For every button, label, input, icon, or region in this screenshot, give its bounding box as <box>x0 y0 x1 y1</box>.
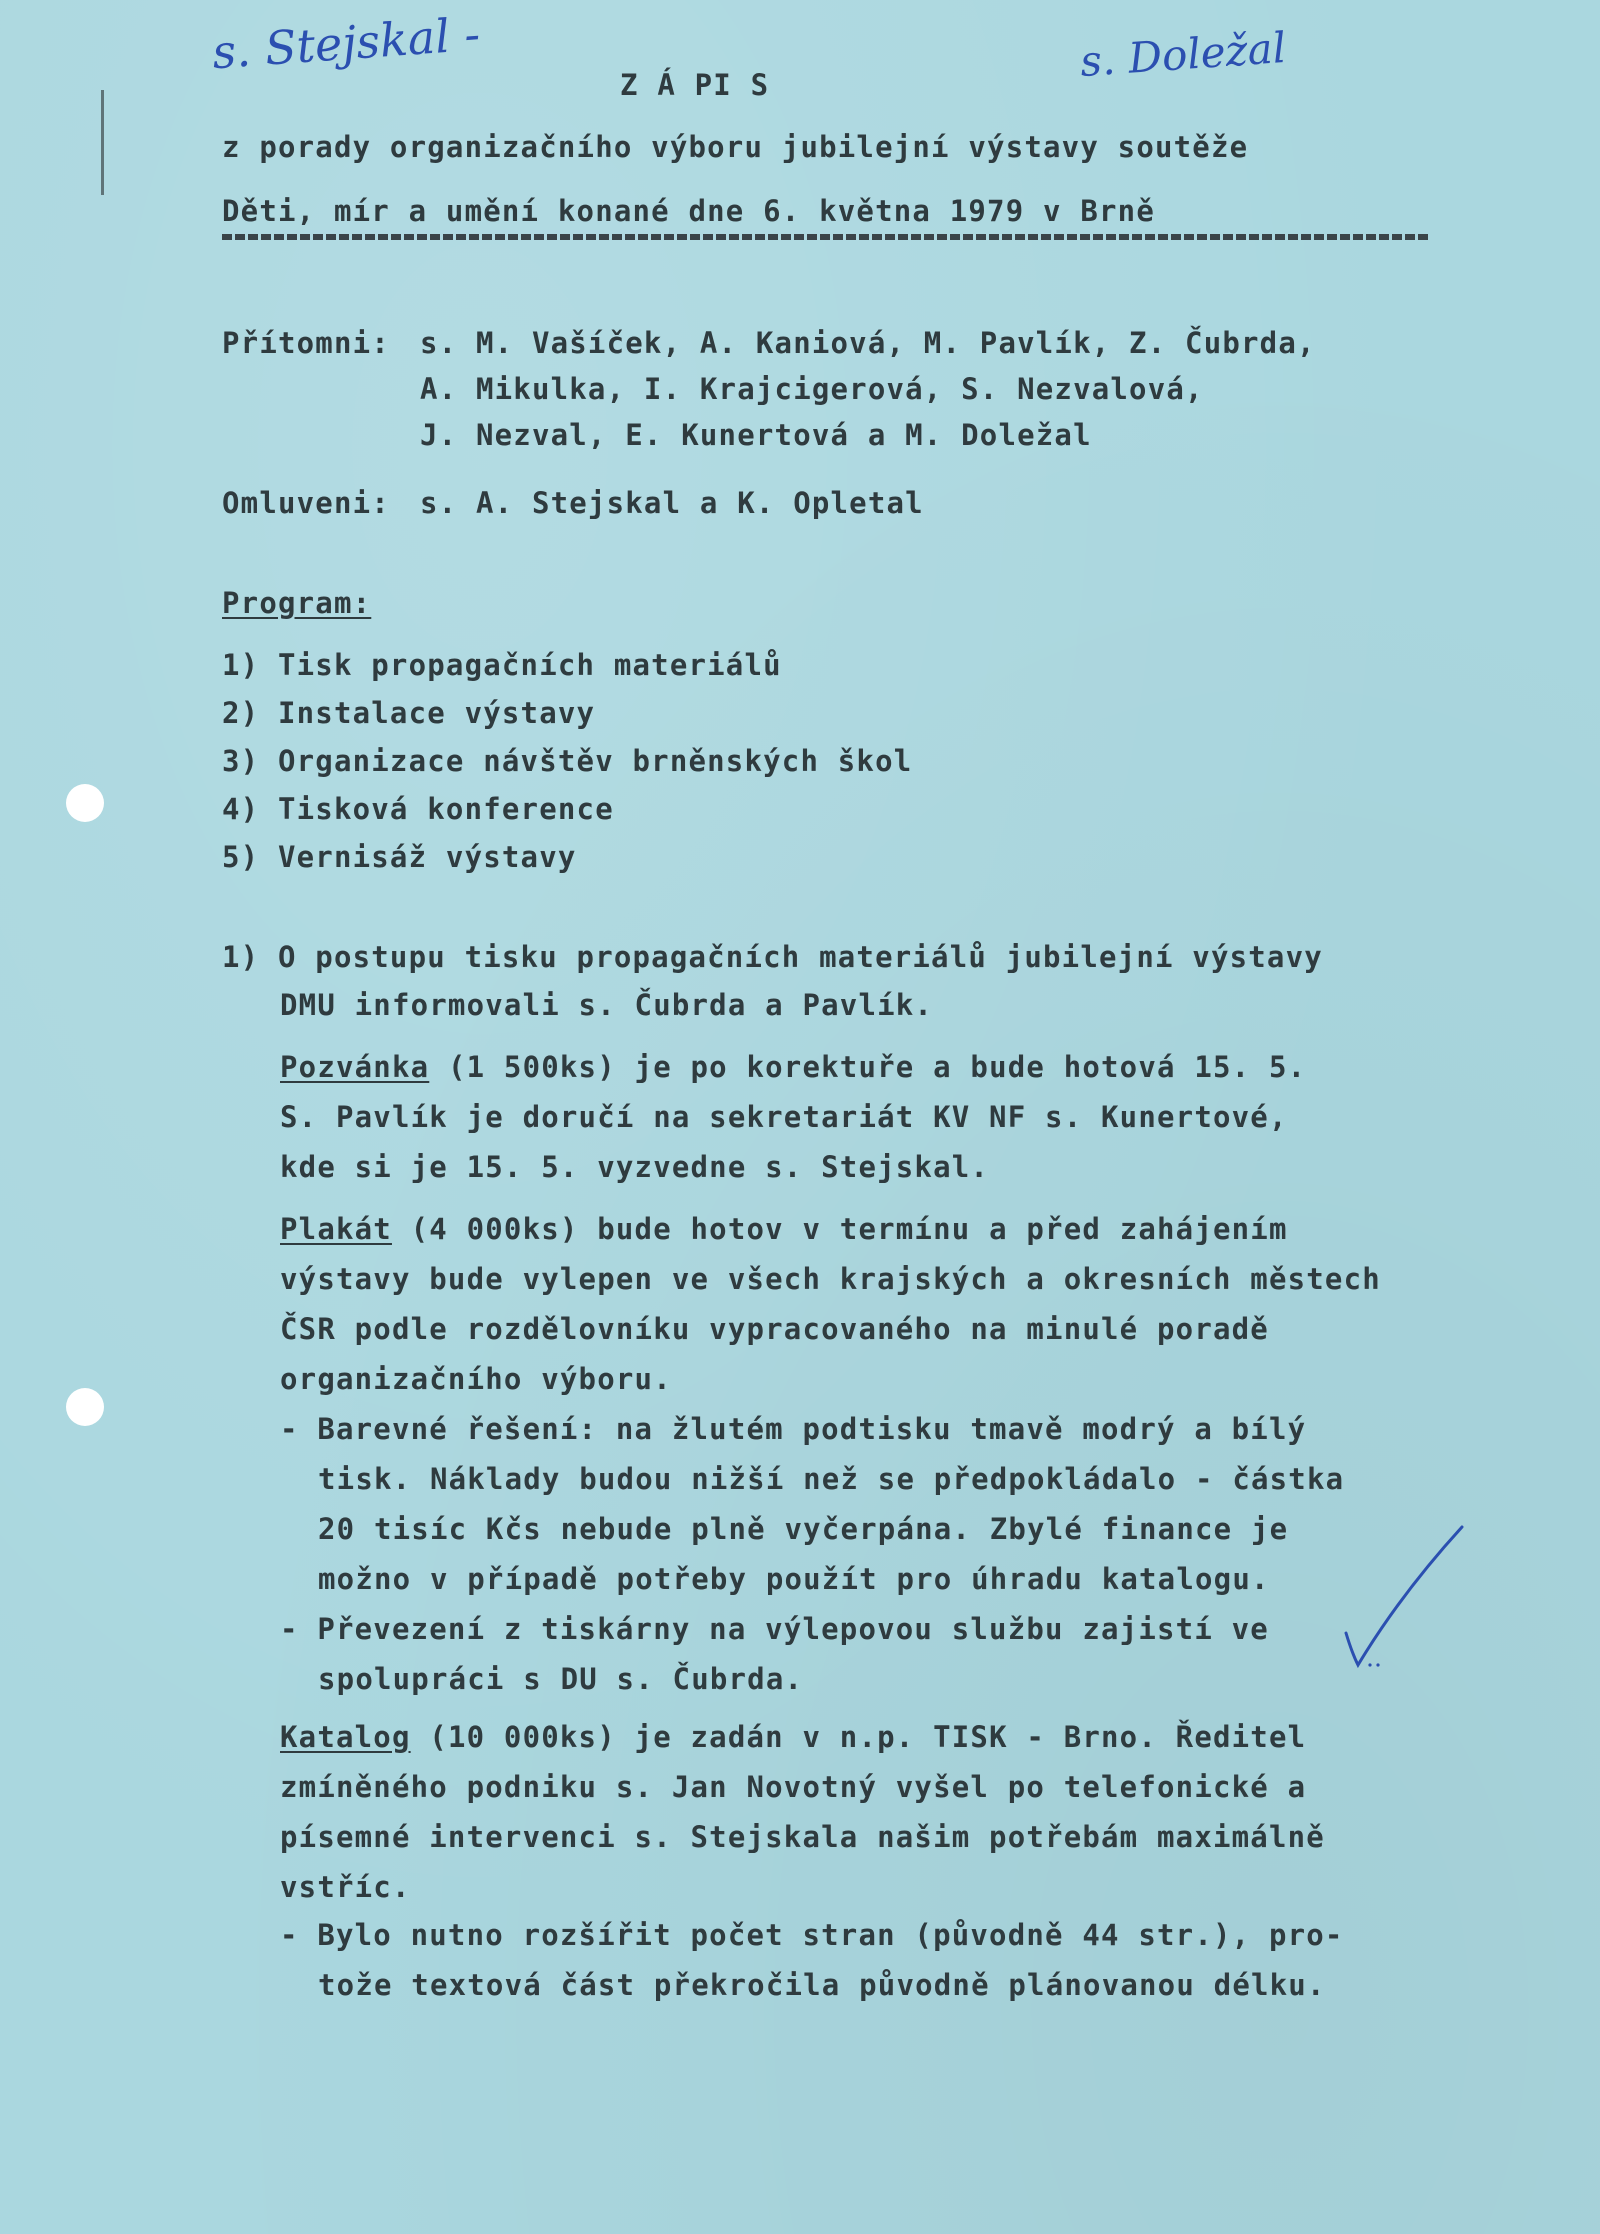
catalogue-line-3: písemné intervenci s. Stejskala našim potřebám maximálně <box>280 1820 1325 1854</box>
program-item-5: 5) Vernisáž výstavy <box>222 840 577 874</box>
excused-text: s. A. Stejskal a K. Opletal <box>420 486 924 520</box>
poster-bullet1-line-4: možno v případě potřeby použít pro úhradu katalogu. <box>318 1562 1270 1596</box>
catalogue-line-1-text: (10 000ks) je zadán v n.p. TISK - Brno. Ředitel <box>410 1720 1307 1754</box>
poster-paragraph-line-1 <box>280 1212 1288 1246</box>
document-subtitle-line-2: Děti, mír a umění konané dne 6. května 1979 v Brně <box>222 194 1155 228</box>
punch-hole-bottom <box>66 1388 104 1426</box>
catalogue-line-2: zmíněného podniku s. Jan Novotný vyšel po telefonické a <box>280 1770 1307 1804</box>
poster-bullet2-line-2: spolupráci s DU s. Čubrda. <box>318 1662 804 1696</box>
invitation-label: Pozvánka <box>280 1050 430 1084</box>
present-line-2: A. Mikulka, I. Krajcigerová, S. Nezvalová, <box>420 372 1204 406</box>
poster-bullet1-line-3: 20 tisíc Kčs nebude plně vyčerpána. Zbylé finance je <box>318 1512 1289 1546</box>
poster-bullet1-line-2: tisk. Náklady budou nižší než se předpokládalo - částka <box>318 1462 1345 1496</box>
present-line-1: s. M. Vašíček, A. Kaniová, M. Pavlík, Z. Čubrda, <box>420 326 1316 360</box>
poster-line-4: organizačního výboru. <box>280 1362 672 1396</box>
document-title: Z Á PI S <box>620 68 770 102</box>
handwritten-signature-right: s. Doležal <box>1078 22 1288 87</box>
handwritten-signature-left: s. Stejskal - <box>210 6 482 80</box>
punch-hole-top <box>66 784 104 822</box>
catalogue-bullet1-line-2: tože textová část překročila původně plánovanou délku. <box>318 1968 1326 2002</box>
catalogue-bullet1-line-1: - Bylo nutno rozšířit počet stran (původně 44 str.), pro- <box>280 1918 1344 1952</box>
poster-label: Plakát <box>280 1212 392 1246</box>
poster-bullet1-line-1: - Barevné řešení: na žlutém podtisku tmavě modrý a bílý <box>280 1412 1307 1446</box>
catalogue-label: Katalog <box>280 1720 411 1754</box>
title-underline <box>222 234 1430 240</box>
handwritten-check-icon <box>1340 1515 1470 1675</box>
invitation-line-1-text: (1 500ks) je po korektuře a bude hotová 15. 5. <box>429 1050 1307 1084</box>
program-heading: Program: <box>222 586 372 620</box>
poster-line-2: výstavy bude vylepen ve všech krajských a okresních městech <box>280 1262 1381 1296</box>
section1-intro-line-2: DMU informovali s. Čubrda a Pavlík. <box>280 988 934 1022</box>
program-item-3: 3) Organizace návštěv brněnských škol <box>222 744 913 778</box>
present-label: Přítomni: <box>222 326 390 360</box>
program-item-1: 1) Tisk propagačních materiálů <box>222 648 782 682</box>
poster-line-3: ČSR podle rozdělovníku vypracovaného na minulé poradě <box>280 1312 1269 1346</box>
section1-intro-line-1: 1) O postupu tisku propagačních materiálů jubilejní výstavy <box>222 940 1323 974</box>
program-item-2: 2) Instalace výstavy <box>222 696 596 730</box>
poster-line-1-text: (4 000ks) bude hotov v termínu a před zahájením <box>391 1212 1288 1246</box>
invitation-line-2: S. Pavlík je doručí na sekretariát KV NF s. Kunertové, <box>280 1100 1288 1134</box>
document-subtitle-line-1: z porady organizačního výboru jubilejní výstavy soutěže <box>222 130 1249 164</box>
invitation-line-3: kde si je 15. 5. vyzvedne s. Stejskal. <box>280 1150 990 1184</box>
poster-bullet2-line-1: - Převezení z tiskárny na výlepovou službu zajistí ve <box>280 1612 1269 1646</box>
program-item-4: 4) Tisková konference <box>222 792 614 826</box>
present-line-3: J. Nezval, E. Kunertová a M. Doležal <box>420 418 1092 452</box>
invitation-paragraph-line-1 <box>280 1050 1306 1084</box>
excused-label: Omluveni: <box>222 486 390 520</box>
catalogue-paragraph-line-1 <box>280 1720 1306 1754</box>
catalogue-line-4: vstříc. <box>280 1870 411 1904</box>
margin-mark <box>101 90 104 195</box>
